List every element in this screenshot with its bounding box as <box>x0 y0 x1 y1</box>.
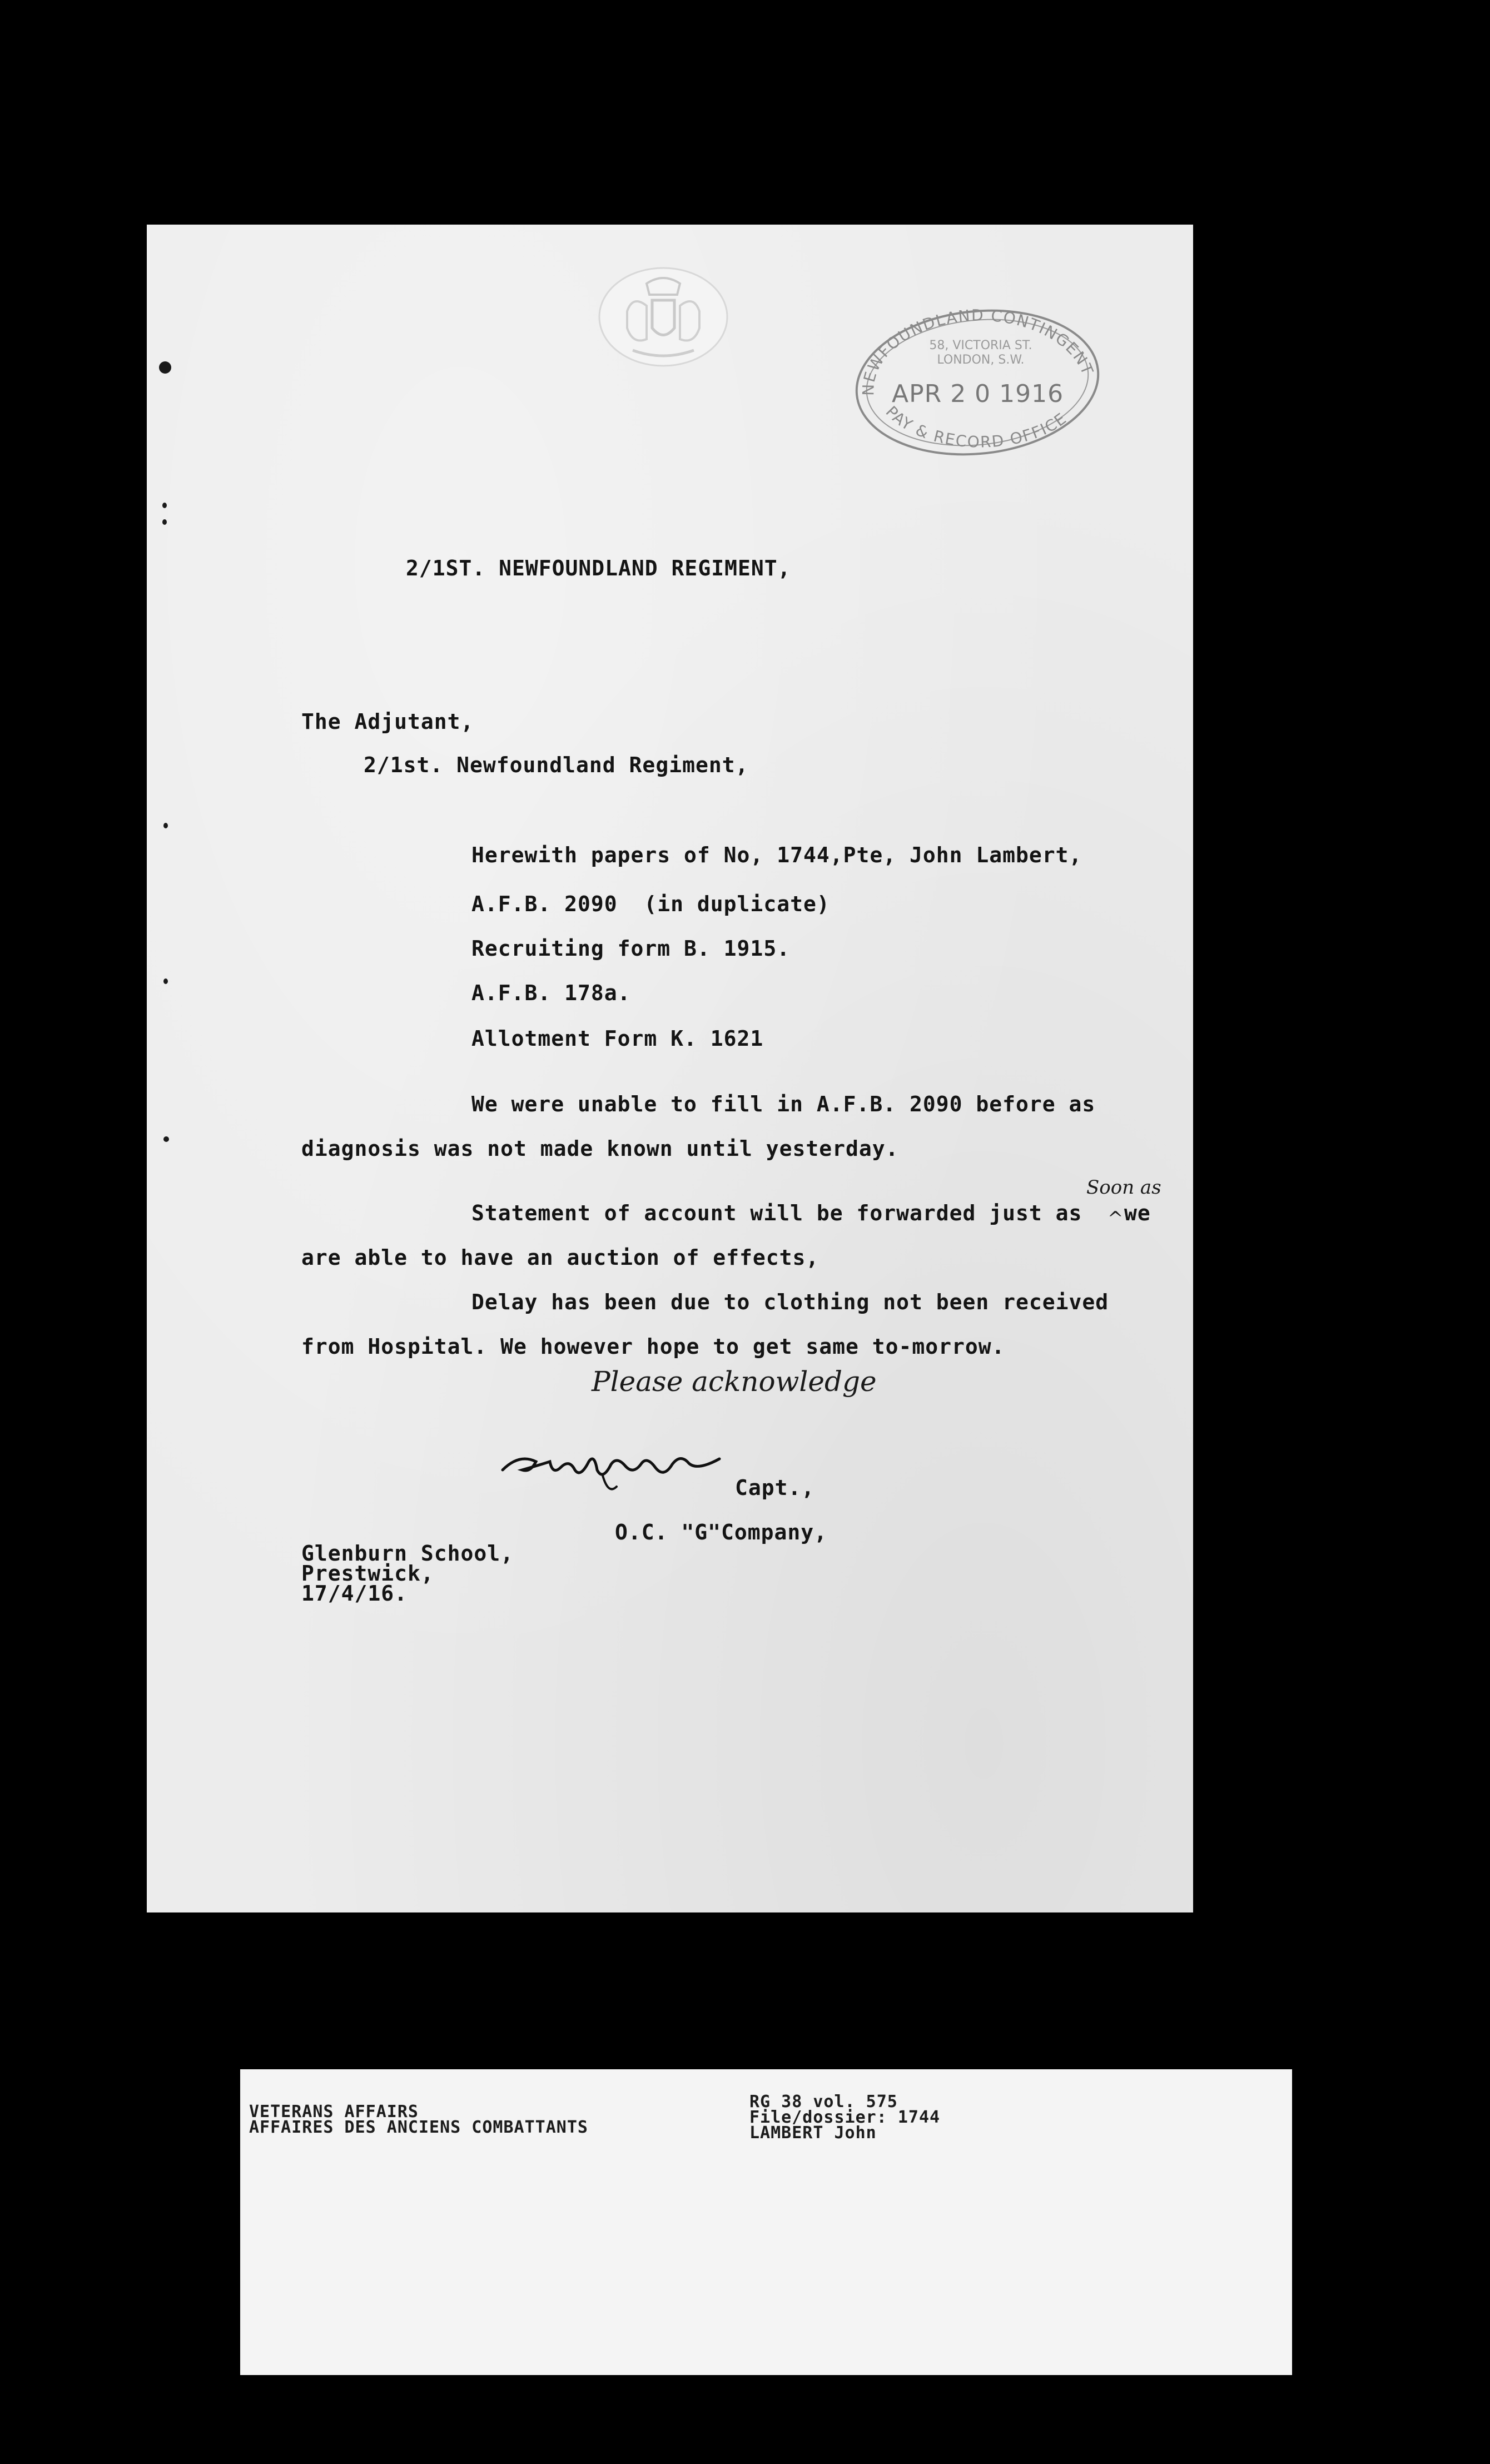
place-line2: Prestwick, <box>301 1561 434 1586</box>
addressee-line2: 2/1st. Newfoundland Regiment, <box>364 753 749 777</box>
svg-text:PAY & RECORD OFFICE <box>882 403 1071 451</box>
enclosure-item: Recruiting form B. 1915. <box>471 936 791 961</box>
margin-mark <box>163 1136 169 1142</box>
margin-mark <box>163 823 168 828</box>
handwritten-note: Please acknowledge <box>592 1365 877 1398</box>
card-left-line1: VETERANS AFFAIRS <box>249 2102 419 2122</box>
paragraph1-line2: diagnosis was not made known until yesterday. <box>301 1136 899 1161</box>
stamp-address-line2: LONDON, S.W. <box>937 353 1025 367</box>
stamp-address-line1: 58, VICTORIA ST. <box>929 339 1032 352</box>
paragraph2-word: we <box>1124 1201 1151 1225</box>
card-right-line2: File/dossier: 1744 <box>749 2108 941 2127</box>
signatory-unit: O.C. "G"Company, <box>615 1520 828 1544</box>
archive-reference-card <box>240 2069 1292 2375</box>
paragraph1-line1: We were unable to fill in A.F.B. 2090 before as <box>471 1092 1096 1116</box>
place-line1: Glenburn School, <box>301 1541 514 1566</box>
letter-heading: 2/1ST. NEWFOUNDLAND REGIMENT, <box>406 556 791 580</box>
stamp-arc-bottom: PAY & RECORD OFFICE <box>882 402 1071 451</box>
paragraph3-line1: Delay has been due to clothing not been received <box>471 1290 1109 1314</box>
enclosure-item: A.F.B. 2090 (in duplicate) <box>471 892 830 916</box>
addressee-line1: The Adjutant, <box>301 709 474 734</box>
handwritten-insert: Soon as <box>1086 1176 1161 1199</box>
margin-mark <box>162 503 167 508</box>
margin-mark <box>162 519 167 525</box>
enclosure-item: A.F.B. 178a. <box>471 981 631 1005</box>
margin-mark <box>163 978 168 984</box>
paragraph3-line2: from Hospital. We however hope to get same to-morrow. <box>301 1334 1005 1359</box>
letter-page <box>147 225 1193 1912</box>
embossed-crest-icon <box>594 261 733 372</box>
signatory-rank: Capt., <box>735 1476 815 1500</box>
punch-hole <box>159 361 171 374</box>
card-left-line2: AFFAIRES DES ANCIENS COMBATTANTS <box>249 2118 588 2137</box>
signature-icon <box>497 1431 731 1503</box>
intro-line: Herewith papers of No, 1744,Pte, John Lambert, <box>471 843 1082 867</box>
paragraph2-line1: Statement of account will be forwarded just as <box>471 1201 1082 1225</box>
letter-date: 17/4/16. <box>301 1581 408 1606</box>
paragraph2-line2: are able to have an auction of effects, <box>301 1245 820 1270</box>
insertion-caret: ^ <box>1107 1208 1124 1230</box>
card-right-line3: LAMBERT John <box>749 2123 877 2143</box>
stamp-date: APR 2 0 1916 <box>892 380 1064 408</box>
enclosure-item: Allotment Form K. 1621 <box>471 1026 764 1051</box>
card-right-line1: RG 38 vol. 575 <box>749 2092 898 2112</box>
stamp-arc-top: NEWFOUNDLAND CONTINGENT <box>859 306 1097 396</box>
